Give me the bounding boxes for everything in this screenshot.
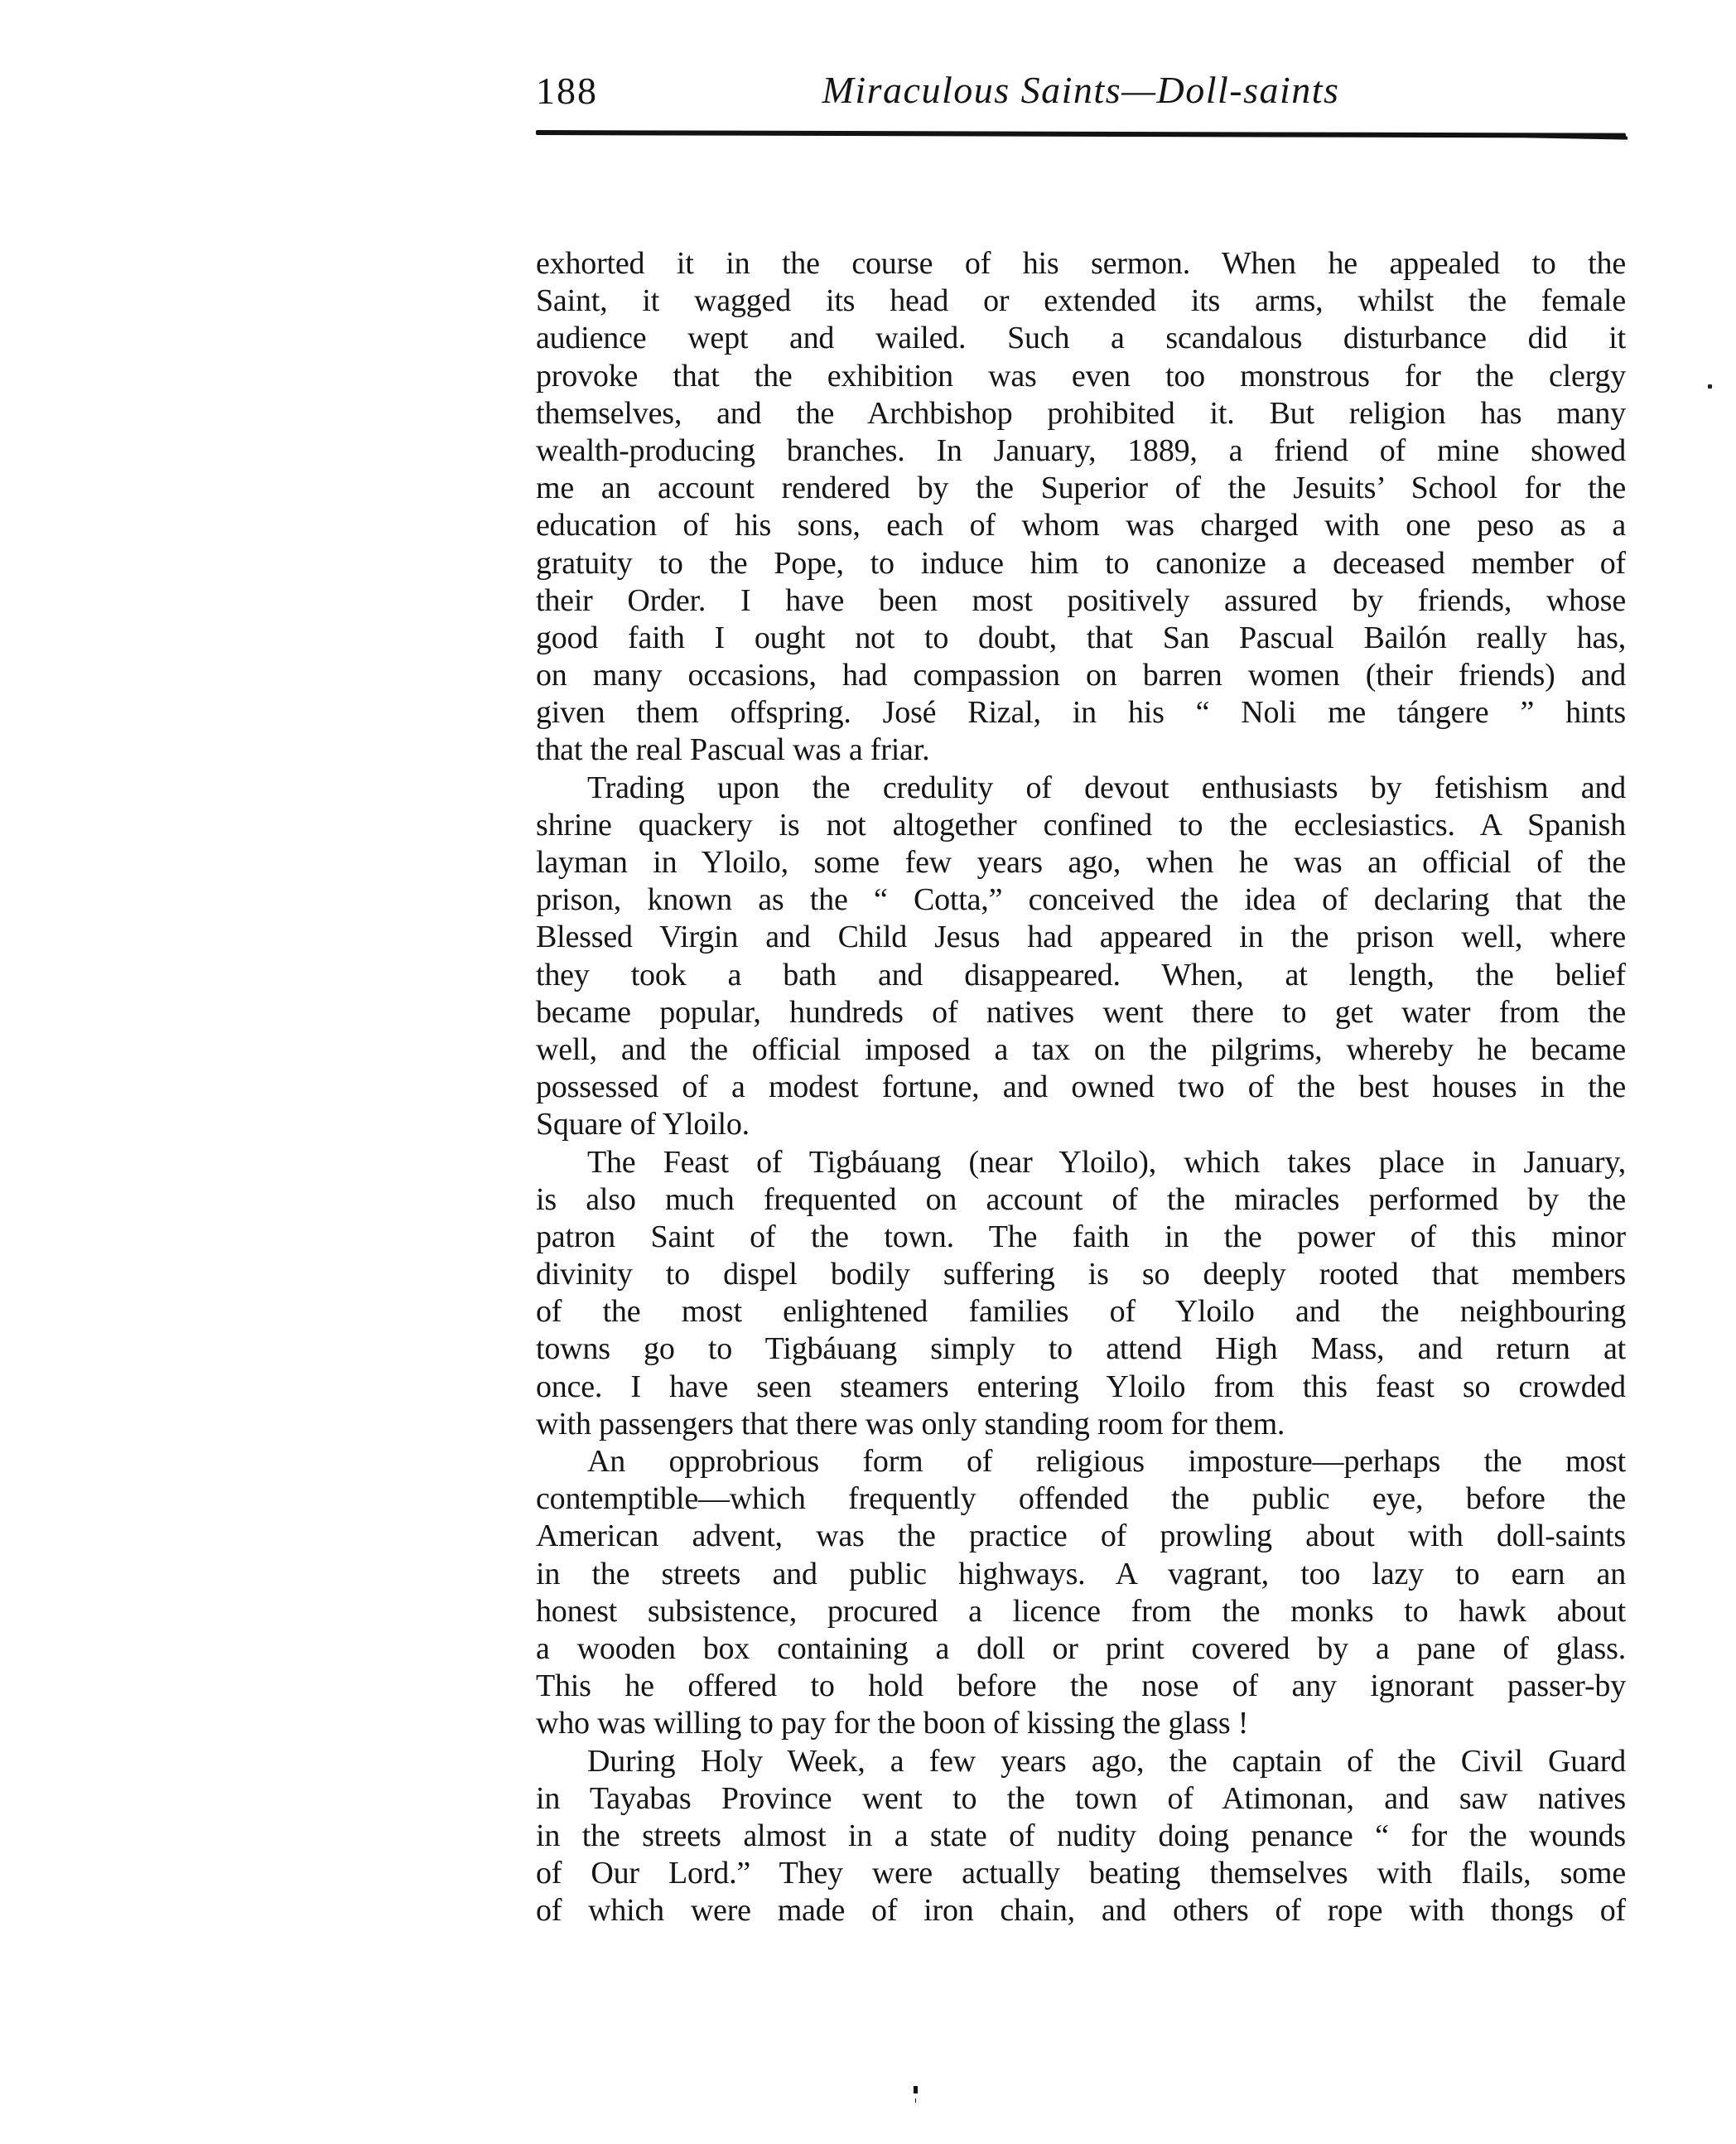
text-line: their Order. I have been most positively assured by friends, whose (536, 582, 1626, 618)
text-line: patron Saint of the town. The faith in the power of this minor (536, 1219, 1626, 1254)
text-line: audience wept and wailed. Such a scandalous disturbance did it (536, 321, 1626, 356)
text-line: who was willing to pay for the boon of kissing the glass ! (536, 1706, 1249, 1741)
text-line: good faith I ought not to doubt, that San Pascual Bailón really has, (536, 620, 1626, 655)
text-line: given them offspring. José Rizal, in his “ Noli me tángere ” hints (536, 695, 1626, 731)
text-line: in Tayabas Province went to the town of Atimonan, and saw natives (536, 1780, 1626, 1816)
text-line: divinity to dispel bodily suffering is so deeply rooted that members (536, 1257, 1626, 1292)
ink-speck (1708, 384, 1712, 389)
paragraph (536, 1144, 1626, 1444)
text-line: layman in Yloilo, some few years ago, when he was an official of the (536, 845, 1626, 880)
text-line: gratuity to the Pope, to induce him to canonize a deceased member of (536, 545, 1626, 581)
text-line: they took a bath and disappeared. When, at length, the belief (536, 957, 1626, 992)
header-rule (536, 130, 1626, 138)
text-line: The Feast of Tigbáuang (near Yloilo), which takes place in January, (587, 1144, 1626, 1180)
body-text (536, 245, 1626, 1929)
text-line: provoke that the exhibition was even too monstrous for the clergy (536, 358, 1626, 394)
paragraph (536, 1443, 1626, 1743)
text-line: of Our Lord.” They were actually beating themselves with flails, some (536, 1856, 1626, 1891)
text-line: Blessed Virgin and Child Jesus had appeared in the prison well, where (536, 920, 1626, 955)
paragraph (536, 1743, 1626, 1930)
text-line: of the most enlightened families of Yloilo and the neighbouring (536, 1294, 1626, 1330)
text-line: honest subsistence, procured a licence from the monks to hawk about (536, 1593, 1626, 1629)
text-line: American advent, was the practice of prowling about with doll-saints (536, 1519, 1626, 1554)
text-line: During Holy Week, a few years ago, the captain of the Civil Guard (587, 1743, 1626, 1779)
text-line: towns go to Tigbáuang simply to attend High Mass, and return at (536, 1331, 1626, 1367)
text-line: became popular, hundreds of natives went there to get water from the (536, 994, 1626, 1030)
text-line: a wooden box containing a doll or print covered by a pane of glass. (536, 1630, 1626, 1666)
text-line: prison, known as the “ Cotta,” conceived the idea of declaring that the (536, 882, 1626, 918)
text-line: me an account rendered by the Superior of the Jesuits’ School for the (536, 471, 1626, 506)
page-number: 188 (536, 70, 598, 112)
text-line: of which were made of iron chain, and others of rope with thongs of (536, 1893, 1626, 1929)
text-line: possessed of a modest fortune, and owned two of the best houses in the (536, 1070, 1626, 1105)
text-line: Square of Yloilo. (536, 1107, 750, 1142)
text-line: Trading upon the credulity of devout enthusiasts by fetishism and (587, 770, 1626, 805)
text-line: well, and the official imposed a tax on the pilgrims, whereby he became (536, 1031, 1626, 1067)
text-line: in the streets almost in a state of nudity doing penance “ for the wounds (536, 1818, 1626, 1853)
text-line: education of his sons, each of whom was charged with one peso as a (536, 508, 1626, 543)
text-line: once. I have seen steamers entering Yloilo from this feast so crowded (536, 1369, 1626, 1404)
paragraph (536, 245, 1626, 770)
ink-speck (914, 2086, 918, 2093)
text-line: Saint, it wagged its head or extended its arms, whilst the female (536, 283, 1626, 319)
text-line: contemptible—which frequently offended the public eye, before the (536, 1481, 1626, 1517)
text-line: on many occasions, had compassion on barren women (their friends) and (536, 658, 1626, 693)
paragraph (536, 770, 1626, 1144)
text-line: that the real Pascual was a friar. (536, 732, 930, 768)
text-line: themselves, and the Archbishop prohibited it. But religion has many (536, 395, 1626, 431)
page-title: Miraculous Saints—Doll-saints (822, 69, 1340, 111)
text-line: shrine quackery is not altogether confined to the ecclesiastics. A Spanish (536, 807, 1626, 843)
text-line: with passengers that there was only standing room for them. (536, 1406, 1285, 1441)
text-line: An opprobrious form of religious imposture—perhaps the most (587, 1444, 1626, 1479)
text-line: exhorted it in the course of his sermon. When he appealed to the (536, 246, 1626, 281)
text-line: This he offered to hold before the nose of any ignorant passer-by (536, 1668, 1626, 1704)
text-line: in the streets and public highways. A vagrant, too lazy to earn an (536, 1556, 1626, 1591)
text-line: is also much frequented on account of the miracles performed by the (536, 1181, 1626, 1217)
text-line: wealth-producing branches. In January, 1889, a friend of mine showed (536, 432, 1626, 468)
